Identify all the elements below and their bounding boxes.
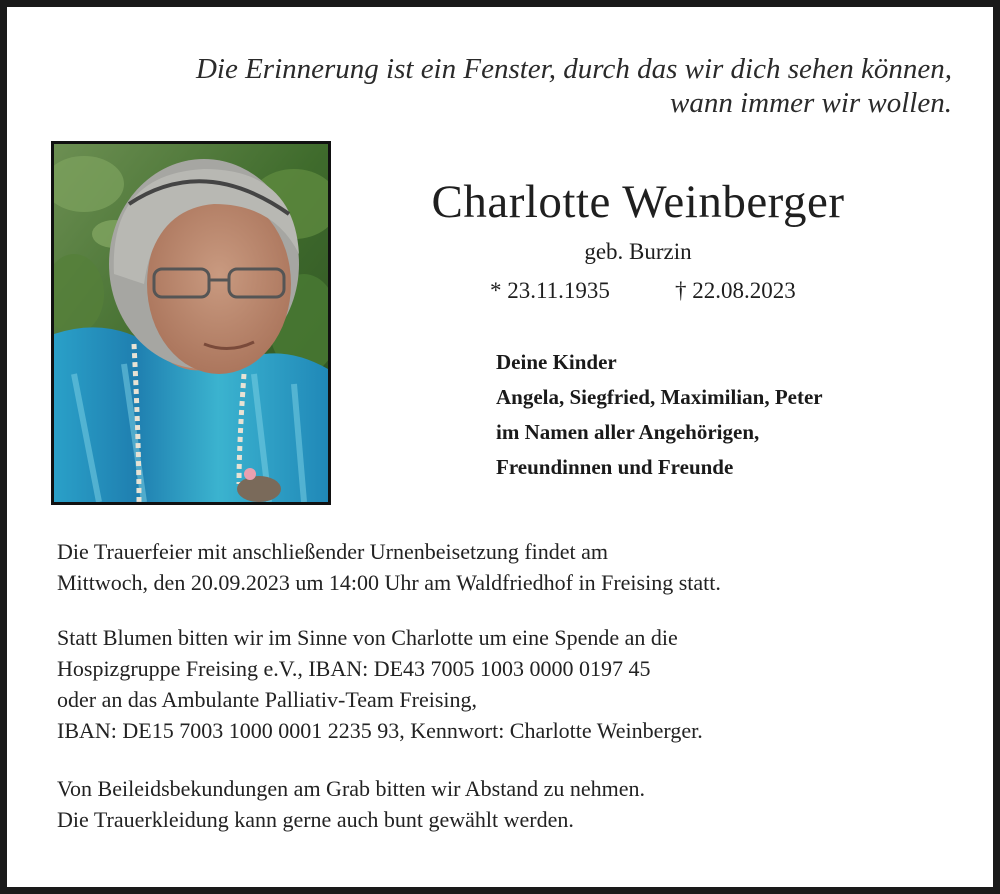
mourners-line: Freundinnen und Freunde <box>496 455 734 479</box>
donation-line: Hospizgruppe Freising e.V., IBAN: DE43 7005 1003 0000 0197 45 <box>57 656 651 681</box>
birth-date: * 23.11.1935 <box>490 278 610 303</box>
mourners-block <box>496 345 936 485</box>
notes-line: Die Trauerkleidung kann gerne auch bunt gewählt werden. <box>57 807 574 832</box>
deceased-name: Charlotte Weinberger <box>431 176 845 228</box>
death-date: † 22.08.2023 <box>675 278 796 303</box>
quote-line-1: Die Erinnerung ist ein Fenster, durch das wir dich sehen können, <box>195 53 952 85</box>
portrait-photo <box>51 141 331 505</box>
donation-paragraph <box>57 622 957 746</box>
ceremony-line: Mittwoch, den 20.09.2023 um 14:00 Uhr am Waldfriedhof in Freising statt. <box>57 570 721 595</box>
notes-line: Von Beileidsbekundungen am Grab bitten wir Abstand zu nehmen. <box>57 776 645 801</box>
mourners-line: Deine Kinder <box>496 350 617 374</box>
ceremony-paragraph <box>57 536 957 598</box>
donation-line: IBAN: DE15 7003 1000 0001 2235 93, Kennwort: Charlotte Weinberger. <box>57 718 703 743</box>
birth-name: geb. Burzin <box>584 239 692 264</box>
notes-paragraph <box>57 773 957 835</box>
mourners-line: im Namen aller Angehörigen, <box>496 420 760 444</box>
quote-line-2: wann immer wir wollen. <box>670 87 952 119</box>
ceremony-line: Die Trauerfeier mit anschließender Urnenbeisetzung findet am <box>57 539 609 564</box>
memorial-quote <box>60 52 952 120</box>
donation-line: oder an das Ambulante Palliativ-Team Freising, <box>57 687 478 712</box>
mourners-line: Angela, Siegfried, Maximilian, Peter <box>496 385 823 409</box>
donation-line: Statt Blumen bitten wir im Sinne von Charlotte um eine Spende an die <box>57 625 678 650</box>
